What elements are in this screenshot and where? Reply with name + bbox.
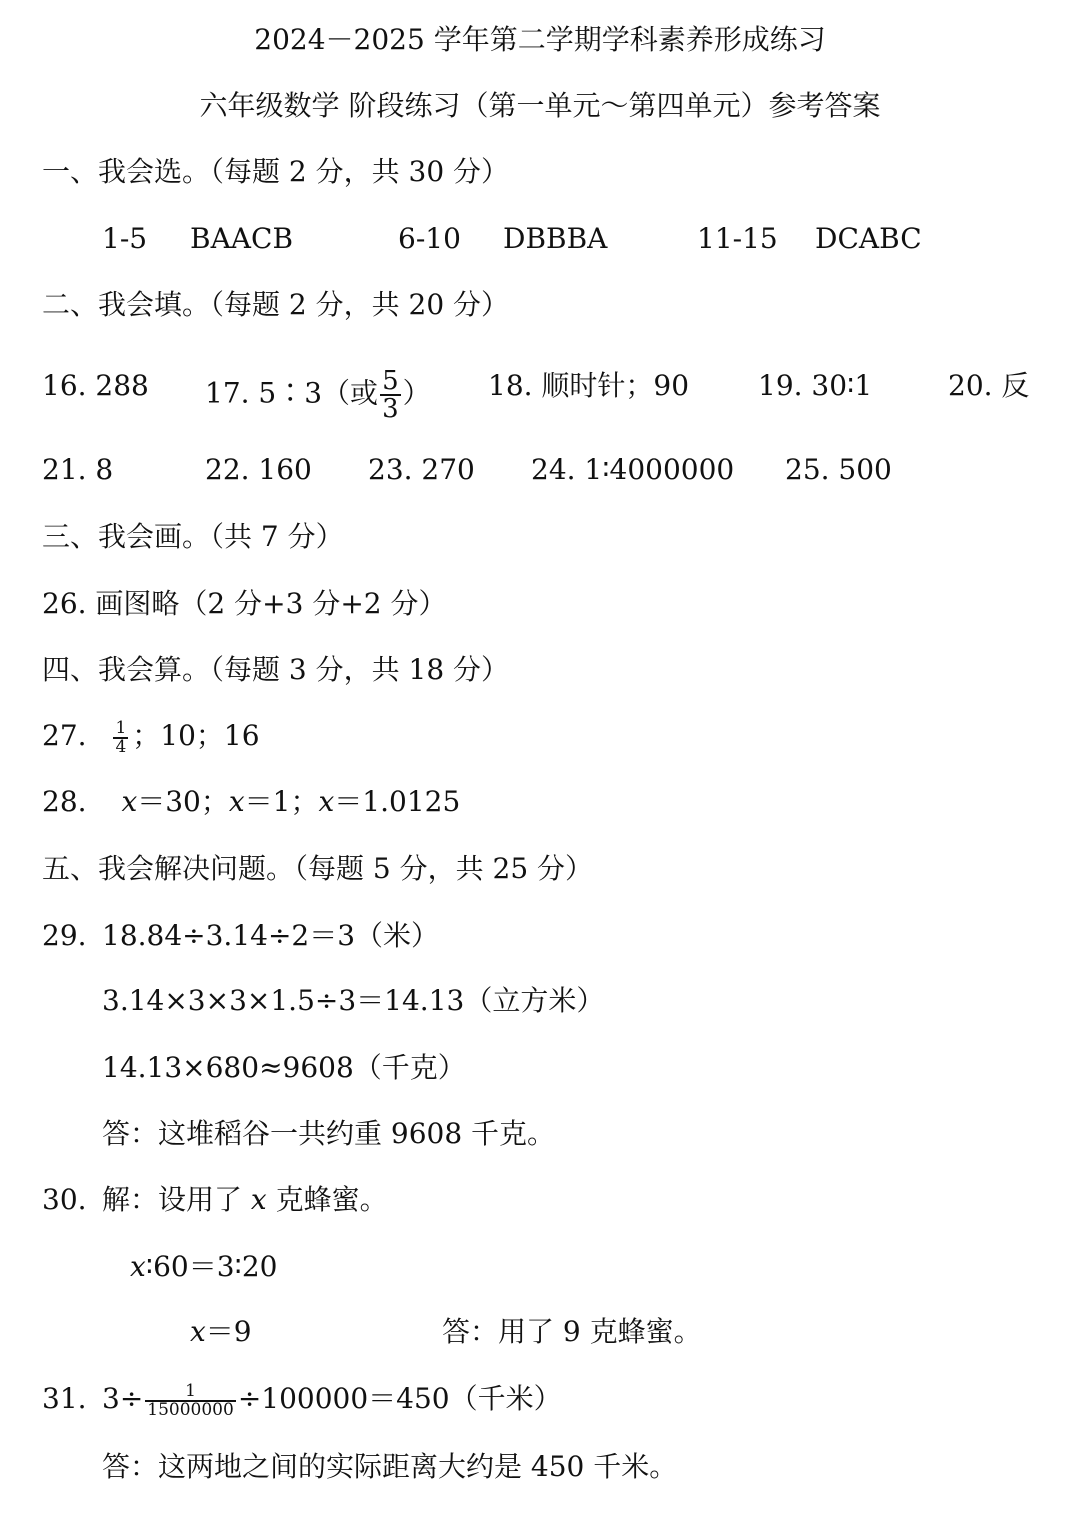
- choice-range-3: 11-15: [697, 222, 778, 255]
- choice-range-1: 1-5: [102, 222, 148, 255]
- variable-x: x: [130, 1250, 146, 1283]
- section-3-heading: 三、我会画。（共 7 分）: [42, 520, 344, 553]
- choice-range-2: 6-10: [398, 222, 461, 255]
- answer-16: 16. 288: [42, 369, 149, 402]
- answer-29-line-1: 18.84÷3.14÷2＝3（米）: [102, 919, 440, 952]
- answer-30-result-body: ＝9: [205, 1315, 252, 1348]
- answer-29-number: 29.: [42, 919, 87, 952]
- answer-24: 24. 1∶4000000: [531, 453, 735, 486]
- answer-20: 20. 反: [948, 369, 1030, 402]
- answer-29-line-2: 3.14×3×3×1.5÷3＝14.13（立方米）: [102, 984, 605, 1017]
- variable-x: x: [318, 785, 335, 818]
- page-title: 2024－2025 学年第二学期学科素养形成练习: [254, 23, 826, 56]
- answer-30-setup-suffix: 克蜂蜜。: [275, 1183, 388, 1216]
- answer-30-equation: [130, 1249, 277, 1285]
- section-5-heading: 五、我会解决问题。（每题 5 分，共 25 分）: [42, 852, 594, 885]
- answer-30-conclusion: 答：用了 9 克蜂蜜。: [442, 1315, 702, 1348]
- fraction-numerator: 5: [382, 366, 399, 396]
- answer-31-expression: [102, 1381, 562, 1419]
- answer-17-prefix: 17. 5∶3（或: [205, 376, 379, 410]
- answer-29-conclusion: 答：这堆稻谷一共约重 9608 千克。: [102, 1117, 556, 1150]
- choice-answer-1: BAACB: [190, 222, 294, 255]
- answer-30-number: 30.: [42, 1183, 87, 1216]
- answer-30-setup: [102, 1182, 388, 1218]
- answer-28-part-b: ＝1；: [244, 785, 319, 818]
- variable-x: x: [190, 1315, 206, 1348]
- answer-21: 21. 8: [42, 453, 114, 486]
- answer-31-suffix: ÷100000＝450（千米）: [237, 1382, 562, 1415]
- answer-22: 22. 160: [205, 453, 312, 486]
- choice-answer-2: DBBBA: [503, 222, 608, 255]
- answer-31-prefix: 3÷: [102, 1382, 144, 1415]
- answer-18: 18. 顺时针；90: [488, 369, 690, 402]
- answer-31-conclusion: 答：这两地之间的实际距离大约是 450 千米。: [102, 1450, 678, 1483]
- answer-27: [42, 718, 260, 756]
- answer-29-line-3: 14.13×680≈9608（千克）: [102, 1051, 466, 1084]
- answer-31-number: 31.: [42, 1382, 87, 1415]
- fraction-denominator: 4: [115, 736, 127, 757]
- variable-x: x: [250, 1183, 267, 1216]
- answer-27-number: 27.: [42, 719, 87, 752]
- page-subtitle: 六年级数学 阶段练习（第一单元～第四单元）参考答案: [199, 89, 881, 122]
- answer-28-number: 28.: [42, 785, 87, 818]
- answer-25: 25. 500: [785, 453, 892, 486]
- answer-28-part-a: ＝30；: [137, 785, 229, 818]
- section-4-heading: 四、我会算。（每题 3 分，共 18 分）: [42, 653, 510, 686]
- answer-30-equation-body: ∶60＝3∶20: [145, 1250, 278, 1283]
- fraction-numerator: 1: [145, 1383, 236, 1402]
- answer-28: [42, 784, 460, 820]
- fraction-numerator: 1: [115, 717, 127, 738]
- answer-27-rest: ；10；16: [132, 719, 260, 752]
- answer-31-fraction: [145, 1380, 236, 1420]
- answer-17: [205, 368, 431, 422]
- fraction-denominator: 15000000: [147, 1399, 234, 1420]
- answer-17-fraction: [380, 368, 401, 422]
- answer-17-suffix: ）: [402, 376, 431, 410]
- variable-x: x: [121, 785, 138, 818]
- answer-30-setup-prefix: 解：设用了: [102, 1183, 243, 1216]
- answer-26: 26. 画图略（2 分+3 分+2 分）: [42, 587, 447, 620]
- answer-19: 19. 30∶1: [758, 369, 873, 402]
- section-1-heading: 一、我会选。（每题 2 分，共 30 分）: [42, 155, 510, 188]
- answer-30-result: [190, 1314, 252, 1350]
- answer-28-part-c: ＝1.0125: [334, 785, 461, 818]
- variable-x: x: [228, 785, 245, 818]
- answer-27-fraction: [113, 717, 128, 757]
- section-2-heading: 二、我会填。（每题 2 分，共 20 分）: [42, 288, 510, 321]
- choice-answer-3: DCABC: [815, 222, 922, 255]
- fraction-denominator: 3: [382, 394, 399, 424]
- answer-23: 23. 270: [368, 453, 475, 486]
